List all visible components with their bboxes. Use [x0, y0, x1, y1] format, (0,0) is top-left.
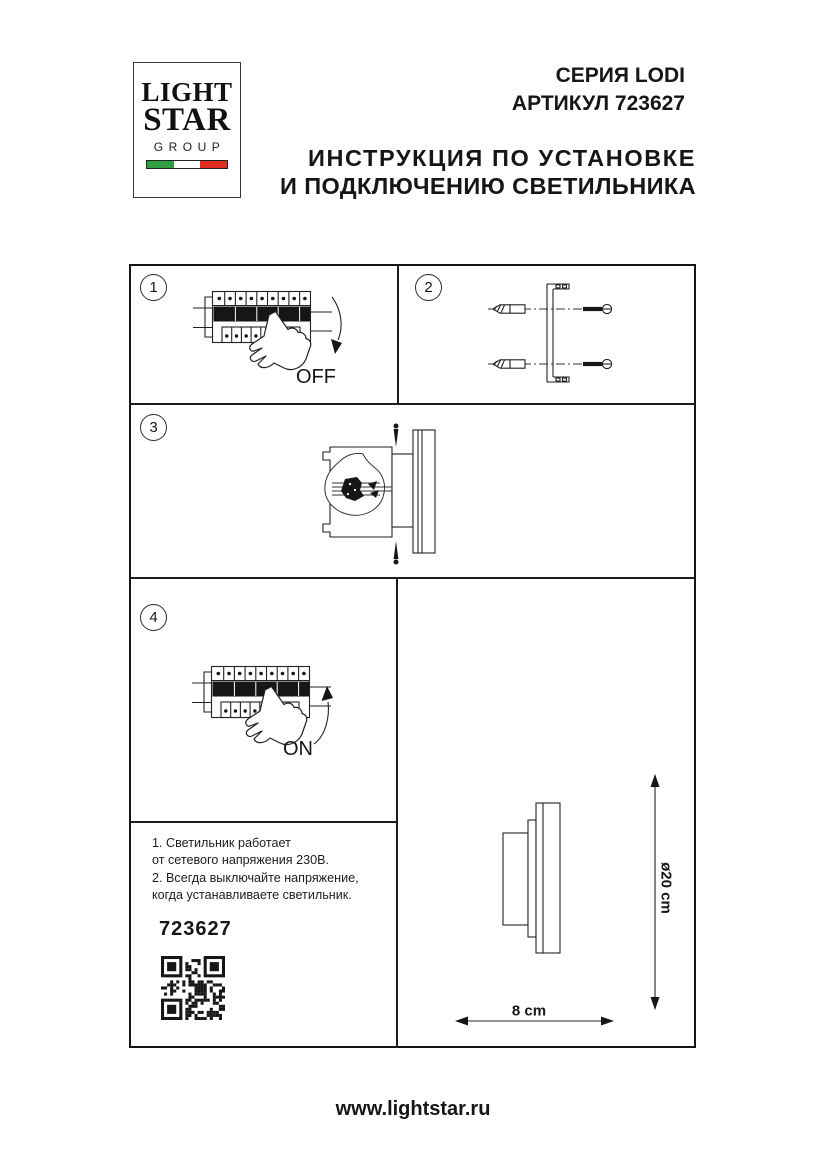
step-3-number: 3 — [149, 419, 158, 436]
diameter-dimension-label: ø20 cm — [657, 862, 675, 914]
screw-icon — [394, 424, 399, 448]
note-line: 2. Всегда выключайте напряжение, — [152, 870, 359, 885]
screw-icon — [394, 541, 399, 565]
arrow-down-icon — [331, 297, 342, 354]
mounting-hardware-illustration — [397, 264, 696, 403]
flag-red-segment — [200, 161, 227, 168]
step-2-number: 2 — [424, 279, 433, 296]
width-dimension-label: 8 cm — [511, 1002, 547, 1020]
note-line: когда устанавливаете светильник. — [152, 888, 352, 903]
on-label: ON — [283, 738, 313, 760]
breaker-on-illustration — [129, 578, 397, 821]
lightstar-logo — [133, 62, 241, 198]
instruction-title-line2: И ПОДКЛЮЧЕНИЮ СВЕТИЛЬНИКА — [279, 172, 696, 199]
screw-icon — [583, 359, 612, 368]
luminaire-dimensions-figure — [397, 578, 696, 1048]
qr-code-icon — [161, 956, 225, 1020]
note-line: от сетевого напряжения 230В. — [152, 853, 329, 868]
table-divider-notes — [129, 821, 397, 823]
wall-anchor-icon — [493, 305, 525, 313]
instruction-title-line1: ИНСТРУКЦИЯ ПО УСТАНОВКЕ — [308, 145, 696, 171]
safety-notes — [152, 835, 384, 905]
logo-word-star: STAR — [143, 101, 231, 138]
wall-mounting-wiring-illustration — [129, 404, 696, 577]
step-4-number: 4 — [149, 609, 158, 626]
mounting-bracket-icon — [547, 284, 569, 382]
wall-anchor-icon — [493, 360, 525, 368]
off-label: OFF — [296, 366, 336, 388]
logo-word-light: LIGHT — [141, 77, 233, 107]
flag-green-segment — [147, 161, 174, 168]
website-url: www.lightstar.ru — [335, 1098, 491, 1120]
arrow-up-icon — [314, 686, 333, 744]
screw-icon — [583, 304, 612, 313]
breaker-off-illustration — [129, 264, 397, 403]
note-line: 1. Светильник работает — [152, 836, 291, 850]
document-title — [512, 62, 685, 118]
step-1-number: 1 — [149, 279, 158, 296]
logo-word-group: GROUP — [153, 140, 226, 155]
instruction-title — [280, 145, 696, 200]
article-number: 723627 — [159, 918, 232, 940]
article-title: АРТИКУЛ 723627 — [511, 92, 685, 115]
flag-white-segment — [174, 161, 200, 168]
series-title: СЕРИЯ LODI — [555, 64, 685, 87]
italian-flag-icon — [146, 160, 228, 169]
